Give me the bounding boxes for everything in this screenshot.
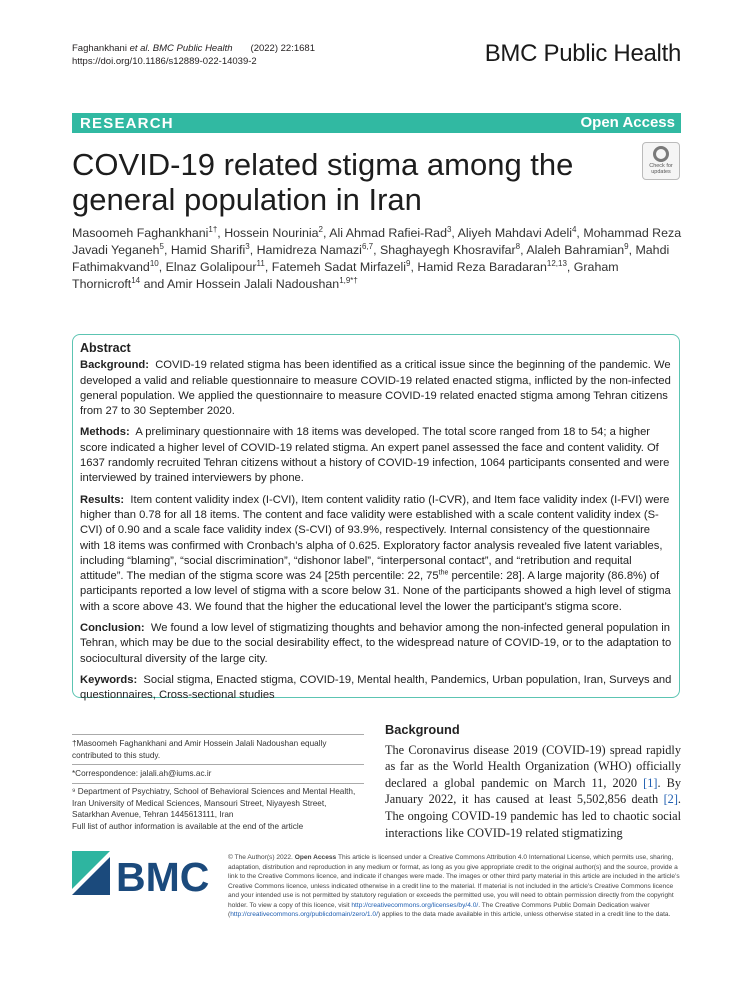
author-name[interactable]: Hamidreza Namazi: [256, 243, 362, 257]
author-name[interactable]: Masoomeh Faghankhani: [72, 226, 209, 240]
license-text: ) applies to the data made available in this article, unless otherwise stated in a credit line to the data.: [377, 911, 671, 918]
author-affiliation-sup: 1,9*†: [339, 275, 358, 285]
correspondence-note[interactable]: *Correspondence: jalali.ah@iums.ac.ir: [72, 769, 212, 778]
citation-header: [72, 42, 315, 68]
author-affiliation-sup: 14: [131, 275, 141, 285]
author-info-note: Full list of author information is available at the end of the article: [72, 822, 304, 831]
section-heading: Background: [385, 722, 460, 737]
results-text-a: Item content validity index (I-CVI), Item content validity ratio (I-CVR), and Item face validity index (I-FVI) were higher than 0.78 for all 18 items. The content and face validity were established with a scale content validity index (S-CVI) of 0.90 and a scale face validity index (S-CVI) of 93.9%, respectively. Internal consistency of the questionnaire with 18 items was confirmed with Cronbach’s alpha of 0.625. Exploratory factor analysis revealed five latent variables, including “blaming”, “social discrimination”, “dishonor label”, “interpersonal contact”, and “retribution and requital attitude”. The median of the stigma score was 24 [25th percentile: 22, 75: [80, 493, 670, 583]
results-text-b: percentile: 28]. A large majority (86.8%) of participants reported a low level of stigma with a score below 31. None of the participants showed a high level of stigma with a score above 43. We found that the higher the educational level the lower the participant’s stigma score.: [80, 570, 671, 613]
article-type-label: RESEARCH: [80, 115, 174, 132]
logo-text: BMC: [116, 854, 210, 899]
background-text: COVID-19 related stigma has been identified as a critical issue since the beginning of the pandemic. We developed a valid and reliable questionnaire to measure COVID-19 related enacted stigma, inflicted by the non-infected general population. We applied the questionnaire to measure COVID-19 related enacted stigma among Tehran citizens from 27 to 30 September 2020.: [80, 359, 671, 418]
license-text: . The Creative Commons Public Domain Dedication waiver (: [228, 901, 650, 918]
author-affiliation-sup: 11: [256, 258, 265, 268]
author-affiliation-sup: 1†: [208, 224, 218, 234]
license-link[interactable]: http://creativecommons.org/licenses/by/4.0/: [351, 901, 479, 909]
author-affiliation-sup: 8: [515, 241, 521, 251]
author-name[interactable]: Hamid Reza Baradaran: [417, 260, 547, 274]
equal-contribution-note: †Masoomeh Faghankhani and Amir Hossein Jalali Nadoushan equally contributed to this study.: [72, 739, 327, 760]
author-affiliation-sup: 2: [318, 224, 323, 234]
author-name[interactable]: Mahdi Fathimakvand: [72, 243, 670, 274]
abstract-background: [80, 358, 672, 419]
keywords-label: Keywords:: [80, 673, 138, 686]
bmc-logo: [72, 851, 215, 899]
body-text: . The ongoing COVID-19 pandemic has led to chaotic social interactions like COVID-19 related stigmatizing: [385, 792, 681, 840]
author-affiliation-sup: 3: [446, 224, 452, 234]
author-name[interactable]: Hossein Nourinia: [224, 226, 319, 240]
citation-journal: et al. BMC Public Health: [126, 43, 233, 54]
results-superscript: the: [438, 569, 449, 577]
author-name[interactable]: Hamid Sharifi: [170, 243, 246, 257]
copyright-text: © The Author(s) 2022.: [228, 854, 295, 861]
body-text: The Coronavirus disease 2019 (COVID-19) spread rapidly as far as the World Health Organization (WHO) officially declared a global pandemic on March 11, 2020: [385, 742, 681, 790]
author-name[interactable]: Ali Ahmad Rafiei-Rad: [329, 226, 447, 240]
footnote-divider: [72, 734, 364, 735]
footnote-divider: [72, 764, 364, 765]
author-affiliation-sup: 5: [159, 241, 164, 251]
doi-link[interactable]: https://doi.org/10.1186/s12889-022-14039-2: [72, 56, 257, 67]
author-affiliation-sup: 3: [245, 241, 250, 251]
citation-ref-2[interactable]: [2]: [663, 792, 678, 807]
article-type-banner: [72, 113, 681, 133]
affiliation-note: ⁹ Department of Psychiatry, School of Behavioral Sciences and Mental Health, Iran University of Medical Sciences, Mansouri Street, Niyayesh Street, Satarkhan Avenue, Tehran 1445613111, Iran: [72, 787, 356, 819]
abstract-results: [80, 493, 672, 615]
body-text: . By January 2022, it has caused at least 5,502,856 death: [385, 775, 682, 807]
author-affiliation-sup: 9: [624, 241, 629, 251]
background-label: Background:: [80, 359, 149, 372]
author-name[interactable]: Graham Thornicroft: [72, 260, 619, 291]
article-title: COVID-19 related stigma among the general population in Iran: [72, 147, 574, 217]
author-affiliation-sup: 12,13: [546, 258, 567, 268]
abstract-keywords: [80, 673, 672, 704]
body-column: [385, 722, 681, 841]
abstract-conclusion: [80, 621, 672, 667]
abstract-methods: [80, 425, 672, 486]
journal-name: BMC Public Health: [484, 40, 681, 67]
author-name[interactable]: Amir Hossein Jalali Nadoushan: [167, 277, 340, 291]
conclusion-text: We found a low level of stigmatizing thoughts and behavior among the non-infected general population in Tehran, which may be due to the social desirability effect, to the widespread nature of COVID-19, or to the adaptation to sociocultural diversity of the large city.: [80, 622, 672, 665]
author-name[interactable]: Elnaz Golalipour: [165, 260, 257, 274]
footnote-divider: [72, 783, 364, 784]
methods-text: A preliminary questionnaire with 18 items was developed. The total score ranged from 18 to 54; a higher score indicated a higher level of COVID-19 related stigma. An expert panel assessed the face and content validity. Of 1637 randomly recruited Tehran citizens without a history of COVID-19 infection, 1064 participants consented and were interviewed by trained interviewers by phone.: [80, 426, 670, 485]
body-paragraph: [385, 742, 681, 842]
citation-authors: Faghankhani: [72, 43, 127, 54]
author-name[interactable]: Shaghayegh Khosravifar: [379, 243, 516, 257]
author-affiliation-sup: 10: [149, 258, 159, 268]
citation-year: (2022) 22:1681: [250, 43, 315, 54]
author-name[interactable]: Alaleh Bahramian: [526, 243, 625, 257]
check-for-updates-badge[interactable]: [642, 142, 680, 180]
open-access-label: Open Access: [580, 114, 675, 131]
license-text: This article is licensed under a Creative Commons Attribution 4.0 International License, which permits use, sharing, adaptation, distribution and reproduction in any medium or format, as long as you give appropriate credit to the original author(s) and the source, provide a link to the Creative Commons licence, and indicate if changes were made. The images or other third party material in this article are included in the article’s Creative Commons licence, unless indicated otherwise in a credit line to the material. If material is not included in the article’s Creative Commons licence and your intended use is not permitted by statutory regulation or exceeds the permitted use, you will need to obtain permission directly from the copyright holder. To view a copy of this licence, visit: [228, 854, 680, 909]
author-affiliation-sup: 6,7: [361, 241, 374, 251]
methods-label: Methods:: [80, 426, 130, 439]
abstract-box: [72, 334, 680, 702]
check-updates-line1: Check for: [649, 163, 673, 169]
author-name[interactable]: Mohammad Reza Javadi Yeganeh: [72, 226, 682, 257]
open-access-text: Open Access: [294, 854, 337, 861]
abstract-heading: Abstract: [80, 341, 131, 355]
results-label: Results:: [80, 493, 125, 506]
public-domain-link[interactable]: http://creativecommons.org/publicdomain/zero/1.0/: [230, 911, 378, 918]
license-statement: [228, 853, 684, 920]
author-list: Masoomeh Faghankhani$^{1\dagger}$, Hossein Nourinia$^2$, Ali Ahmad Rafiei-Rad$^3$, Aliyeh Mahdavi Adeli$^4$, Mohammad Reza Javadi Yeganeh$^5$, Hamid Sharifi$^3$, Hamidreza Namazi$^{6,7}$, Shaghayegh Khosravifar$^8$, Alaleh Bahramian$^9$, Mahdi Fathimakvand$^{10}$, Elnaz Golalipour$^{11}$, Fatemeh Sadat Mirfazeli$^9$, Hamid Reza Baradaran$^{12,13}$, Graham Thornicroft$^{14}$ and Amir Hossein Jalali Nadoushan$^{1,9*\dagger}$: [72, 224, 682, 291]
author-name[interactable]: Fatemeh Sadat Mirfazeli: [271, 260, 407, 274]
check-updates-line2: updates: [651, 169, 671, 175]
author-affiliation-sup: 9: [406, 258, 411, 268]
keywords-text: Social stigma, Enacted stigma, COVID-19, Mental health, Pandemics, Urban population, Iran, Surveys and questionnaires, Cross-sectional studies: [80, 673, 672, 702]
check-updates-icon: [653, 146, 669, 162]
conclusion-label: Conclusion:: [80, 622, 145, 635]
author-name[interactable]: Aliyeh Mahdavi Adeli: [457, 226, 572, 240]
citation-ref-1[interactable]: [1]: [643, 775, 658, 790]
author-affiliation-sup: 4: [571, 224, 577, 234]
